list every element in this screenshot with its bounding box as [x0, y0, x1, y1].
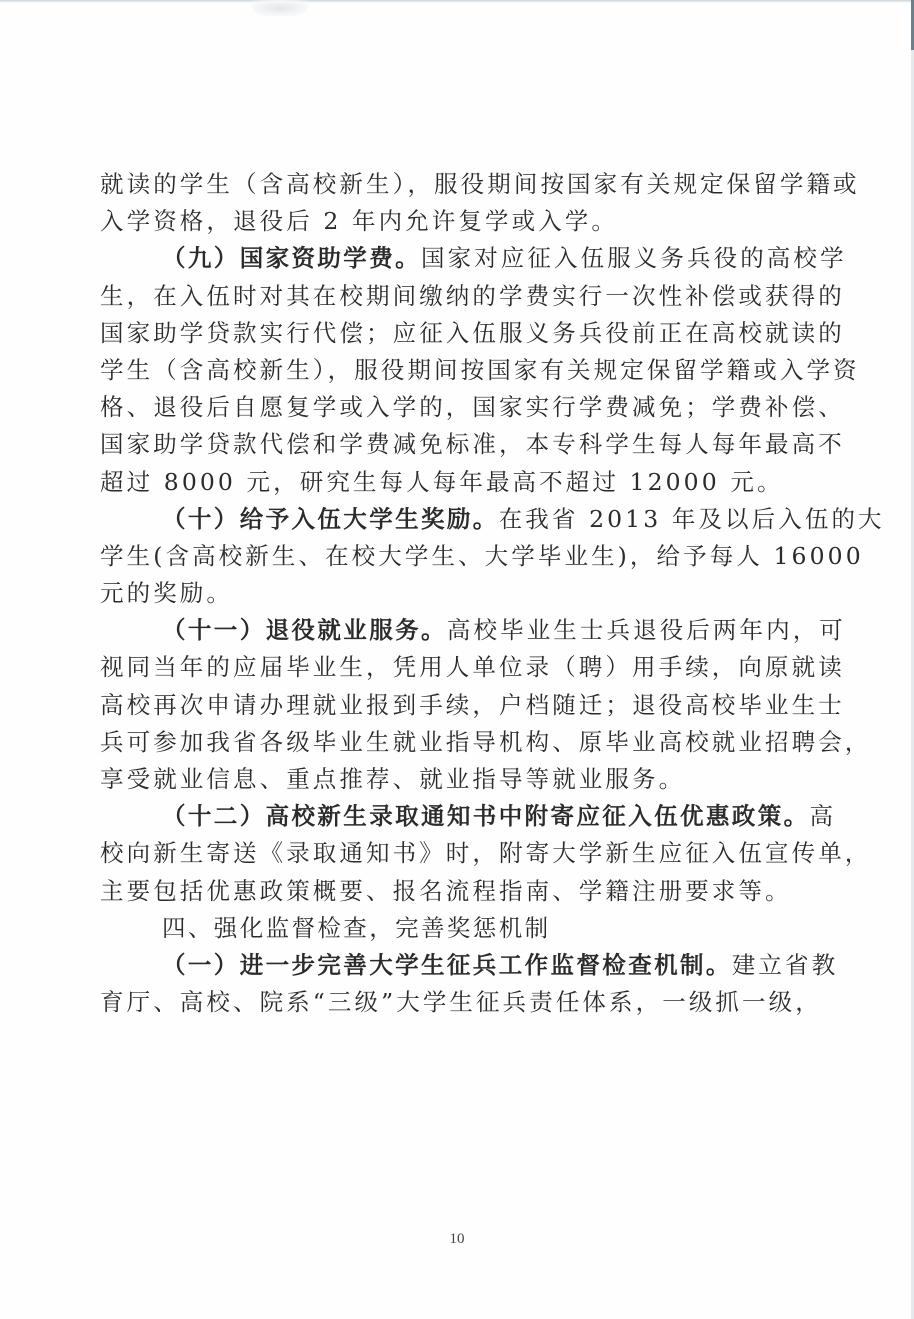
text-line: 超过 8000 元，研究生每人每年最高不超过 12000 元。 [100, 467, 784, 496]
text-line: 主要包括优惠政策概要、报名流程指南、学籍注册要求等。 [100, 876, 792, 905]
section-heading: 四、强化监督检查，完善奖惩机制 [162, 913, 551, 942]
scan-smudge [250, 0, 310, 16]
item-text: 在我省 2013 年及以后入伍的大 [498, 504, 885, 533]
paragraph-continuation [100, 166, 860, 240]
text-line: 格、退役后自愿复学或入学的，国家实行学费减免；学费补偿、 [100, 393, 845, 422]
item-title: （十二）高校新生录取通知书中附寄应征入伍优惠政策。 [162, 802, 810, 831]
paragraph-item-10 [100, 501, 885, 613]
item-title: （十一）退役就业服务。 [162, 616, 447, 645]
text-line: 学生（含高校新生），服役期间按国家有关规定保留学籍或入学资 [100, 355, 860, 384]
text-line: 学生(含高校新生、在校大学生、大学毕业生)，给予每人 16000 [100, 541, 864, 570]
text-line: 生，在入伍时对其在校期间缴纳的学费实行一次性补偿或获得的 [100, 281, 845, 310]
text-line [100, 798, 837, 835]
paragraph-item-12 [100, 798, 872, 910]
item-text: 高校毕业生士兵退役后两年内，可 [446, 616, 846, 645]
text-line: 国家助学贷款代偿和学费减免标准，本专科学生每人每年最高不 [100, 430, 845, 459]
document-body [100, 166, 885, 1021]
text-line [100, 501, 885, 538]
text-line [100, 947, 839, 984]
text-line: 兵可参加我省各级毕业生就业指导机构、原毕业高校就业招聘会， [100, 727, 872, 756]
page-number: 10 [449, 1231, 465, 1247]
item-text: 国家对应征入伍服义务兵役的高校学 [421, 244, 847, 273]
item-title: （九）国家资助学费。 [162, 244, 421, 273]
text-line: 校向新生寄送《录取通知书》时，附寄大学新生应征入伍宣传单， [100, 839, 872, 868]
paragraph-item-9 [100, 240, 860, 500]
item-title: （一）进一步完善大学生征兵工作监督检查机制。 [162, 950, 732, 979]
text-line: 入学资格，退役后 2 年内允许复学或入学。 [100, 207, 618, 236]
item-text: 高 [809, 802, 837, 831]
text-line: 国家助学贷款实行代偿；应征入伍服义务兵役前正在高校就读的 [100, 318, 845, 347]
item-title: （十）给予入伍大学生奖励。 [162, 504, 499, 533]
paragraph-section4-item-1 [100, 947, 839, 1021]
text-line: 高校再次申请办理就业报到手续，户档随迁；退役高校毕业生士 [100, 690, 845, 719]
text-line: 育厅、高校、院系“三级”大学生征兵责任体系，一级抓一级， [100, 988, 822, 1017]
paragraph-item-11 [100, 612, 872, 798]
text-line: 元的奖励。 [100, 579, 233, 608]
item-text: 建立省教 [731, 950, 839, 979]
text-line: 就读的学生（含高校新生），服役期间按国家有关规定保留学籍或 [100, 170, 860, 198]
text-line [100, 240, 847, 277]
text-line [100, 612, 846, 649]
text-line: 视同当年的应届毕业生，凭用人单位录（聘）用手续，向原就读 [100, 653, 845, 682]
scan-top-edge [0, 0, 914, 3]
text-line: 享受就业信息、重点推荐、就业指导等就业服务。 [100, 765, 686, 793]
